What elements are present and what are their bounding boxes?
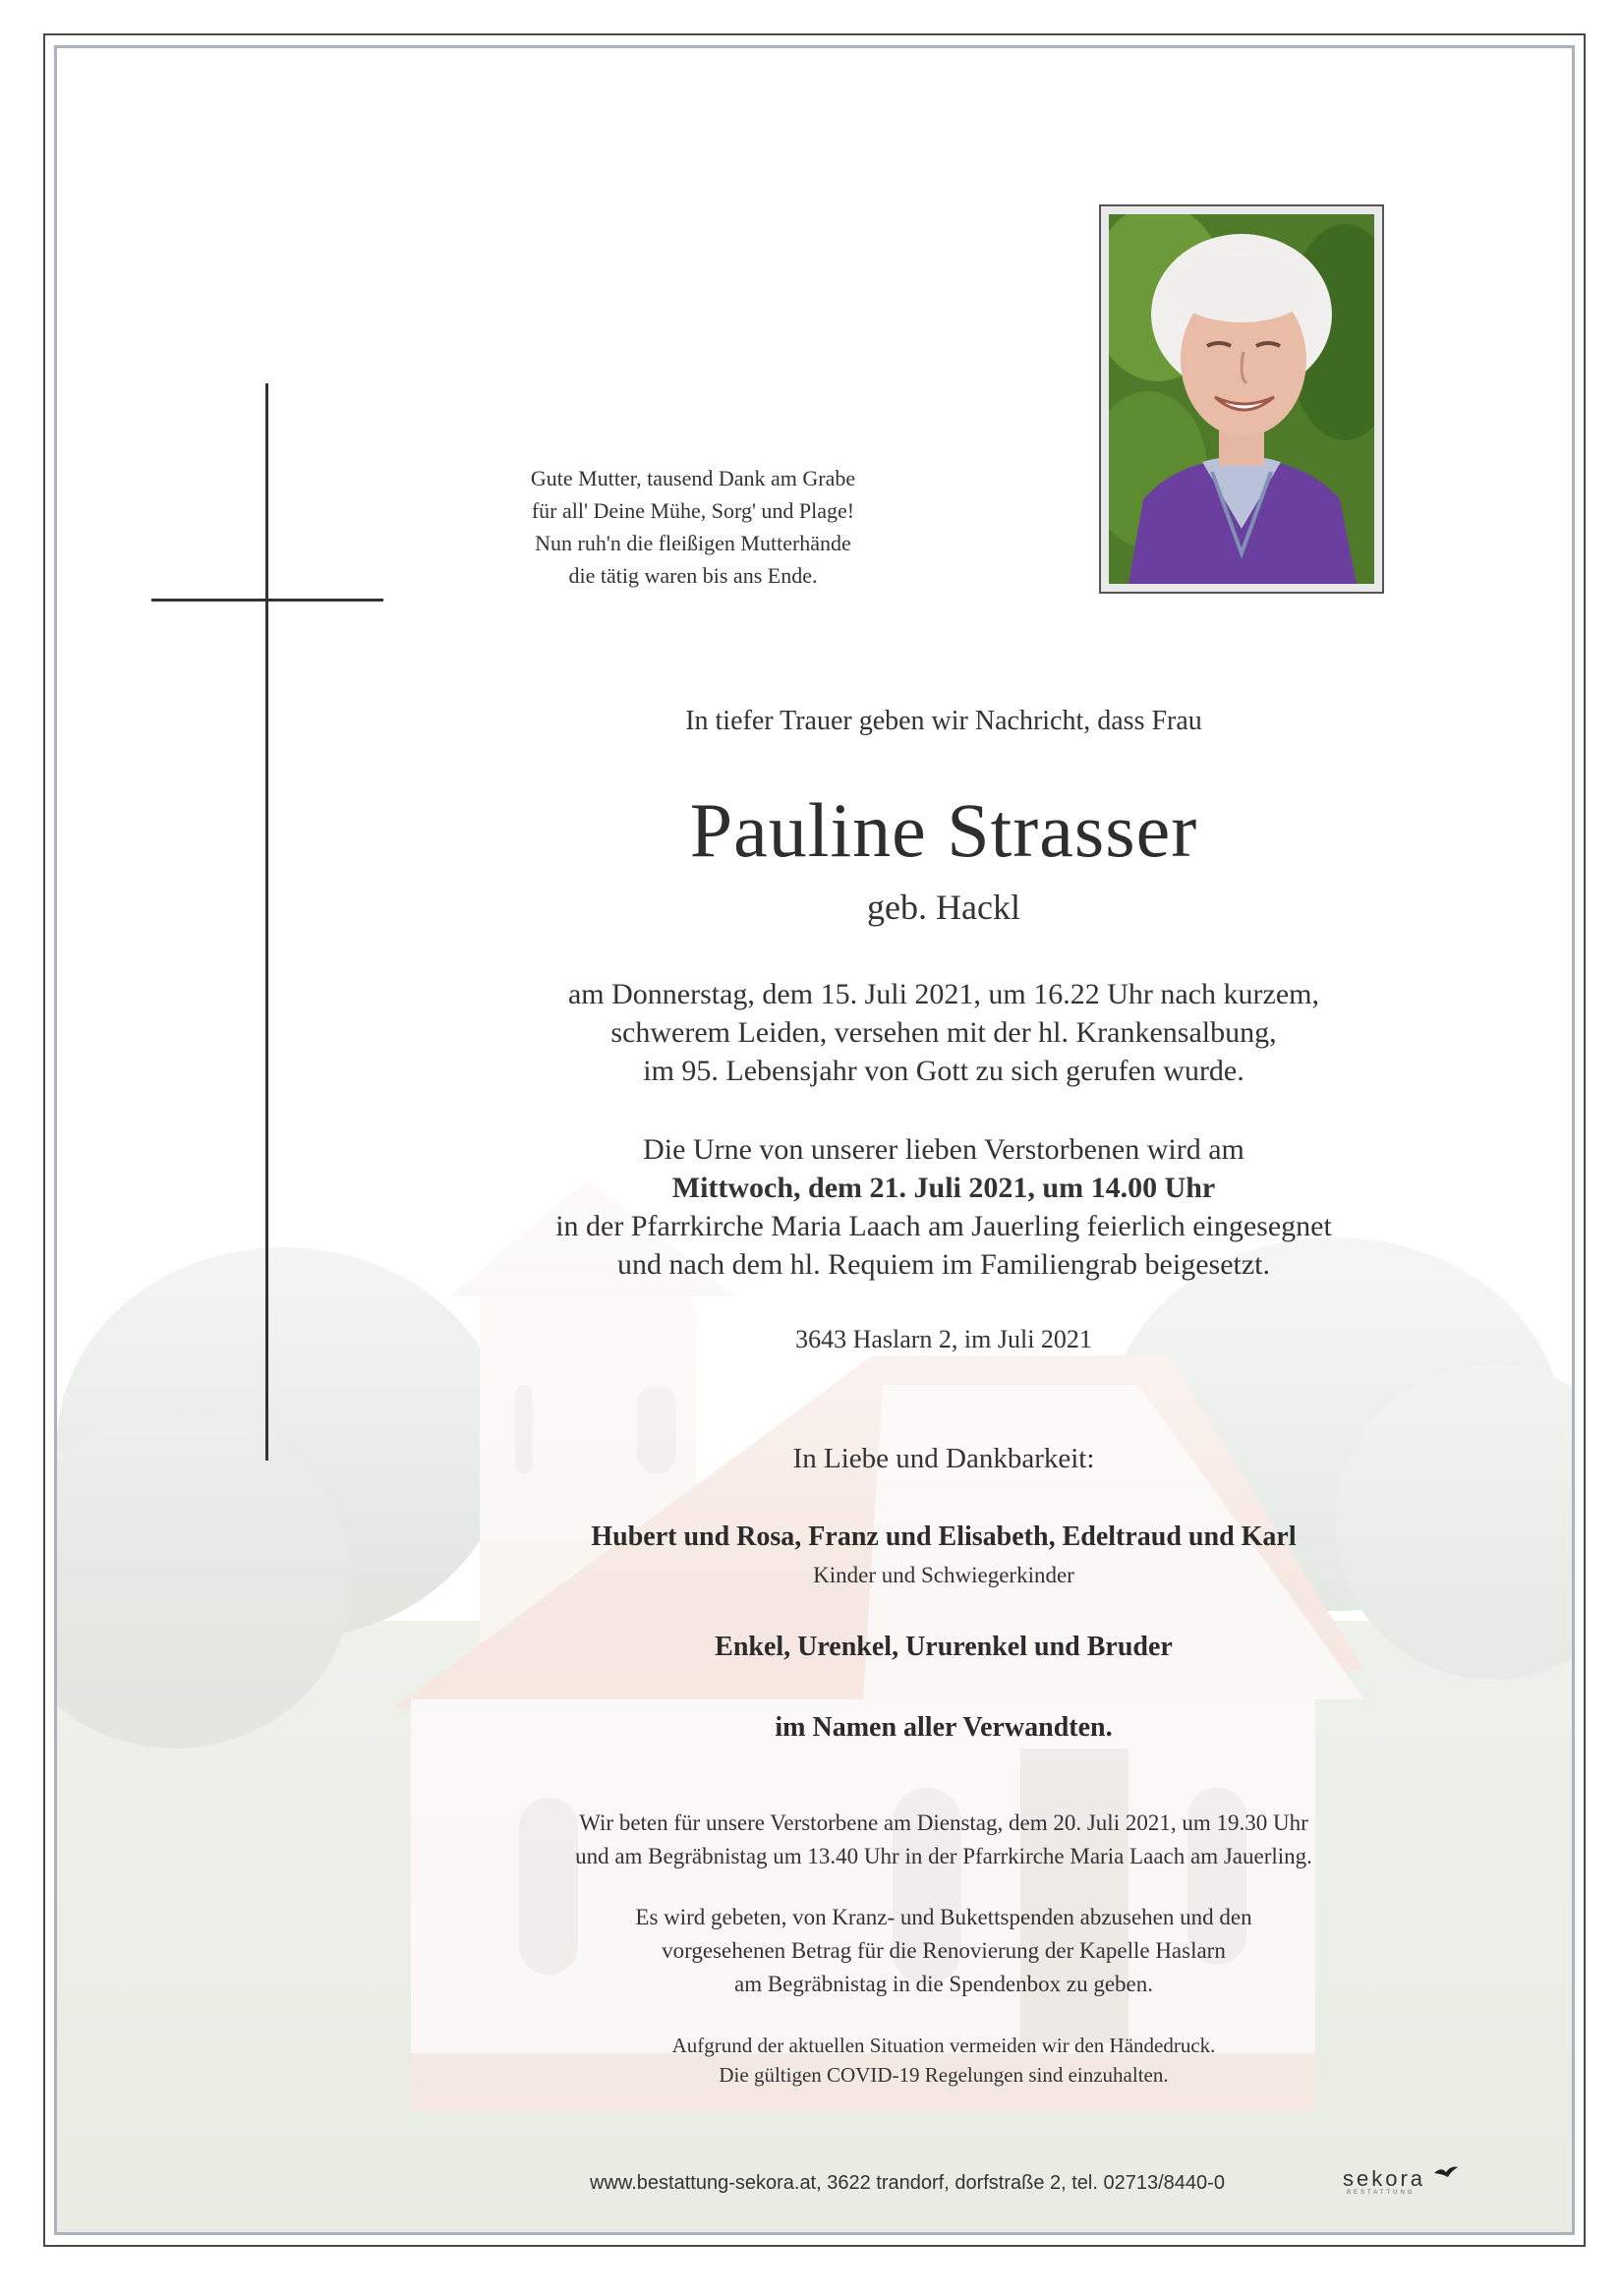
death-line: am Donnerstag, dem 15. Juli 2021, um 16.22 Uhr nach kurzem, (567, 978, 1320, 1010)
children-names: Hubert und Rosa, Franz und Elisabeth, Edeltraud und Karl (591, 1521, 1297, 1552)
bird-icon (1433, 2164, 1459, 2180)
sekora-logo (1343, 2166, 1425, 2196)
death-line: im 95. Lebensjahr von Gott zu sich gerufen wurde. (643, 1055, 1244, 1087)
donation-line: vorgesehenen Betrag für die Renovierung der Kapelle Haslarn (662, 1938, 1226, 1963)
funeral-line: und nach dem hl. Requiem im Familiengrab beigesetzt. (617, 1248, 1270, 1281)
funeral-details (374, 1130, 1514, 1284)
covid-line: Aufgrund der aktuellen Situation vermeiden wir den Händedruck. (671, 2034, 1216, 2057)
donation-notice (374, 1901, 1514, 2001)
children-subtitle: Kinder und Schwiegerkinder (813, 1563, 1074, 1587)
place-date: 3643 Haslarn 2, im Juli 2021 (795, 1325, 1092, 1353)
portrait-photo-frame (1099, 204, 1384, 594)
prayer-line: und am Begräbnistag um 13.40 Uhr in der Pfarrkirche Maria Laach am Jauerling. (575, 1844, 1312, 1868)
poem-line: für all' Deine Mühe, Sorg' und Plage! (531, 498, 855, 523)
poem-line: Nun ruh'n die fleißigen Mutterhände (535, 531, 851, 555)
funeral-date: Mittwoch, dem 21. Juli 2021, um 14.00 Uhr (671, 1172, 1216, 1204)
cross-vertical-bar (265, 383, 268, 1461)
intro-line: In tiefer Trauer geben wir Nachricht, dass Frau (685, 706, 1202, 736)
deceased-name: Pauline Strasser (689, 787, 1198, 873)
relatives-line: im Namen aller Verwandten. (775, 1712, 1113, 1743)
maiden-name: geb. Hackl (867, 888, 1020, 927)
brand-name: sekora (1343, 2166, 1426, 2191)
funeral-line: in der Pfarrkirche Maria Laach am Jauerling feierlich eingesegnet (555, 1210, 1332, 1242)
covid-notice (374, 2031, 1514, 2090)
covid-line: Die gültigen COVID-19 Regelungen sind einzuhalten. (719, 2063, 1169, 2087)
cross-horizontal-bar (151, 599, 383, 602)
funeral-line: Die Urne von unserer lieben Verstorbenen wird am (643, 1133, 1244, 1166)
donation-line: am Begräbnistag in die Spendenbox zu geben. (733, 1972, 1154, 1996)
grandchildren-line: Enkel, Urenkel, Ururenkel und Bruder (715, 1632, 1173, 1662)
portrait-photo (1109, 214, 1374, 584)
memorial-poem (492, 462, 895, 592)
prayer-line: Wir beten für unsere Verstorbene am Dienstag, dem 20. Juli 2021, um 19.30 Uhr (579, 1810, 1308, 1835)
death-notice (374, 975, 1514, 1090)
death-line: schwerem Leiden, versehen mit der hl. Krankensalbung, (610, 1016, 1277, 1049)
brand-subtitle: BESTATTUNG (1347, 2190, 1416, 2196)
love-line: In Liebe und Dankbarkeit: (792, 1443, 1095, 1474)
poem-line: die tätig waren bis ans Ende. (568, 563, 818, 588)
donation-line: Es wird gebeten, von Kranz- und Bukettspenden abzusehen und den (635, 1905, 1252, 1929)
prayer-notice (374, 1807, 1514, 1873)
footer-contact: www.bestattung-sekora.at, 3622 trandorf, dorfstraße 2, tel. 02713/8440-0 (590, 2172, 1225, 2194)
poem-line: Gute Mutter, tausend Dank am Grabe (530, 466, 856, 490)
